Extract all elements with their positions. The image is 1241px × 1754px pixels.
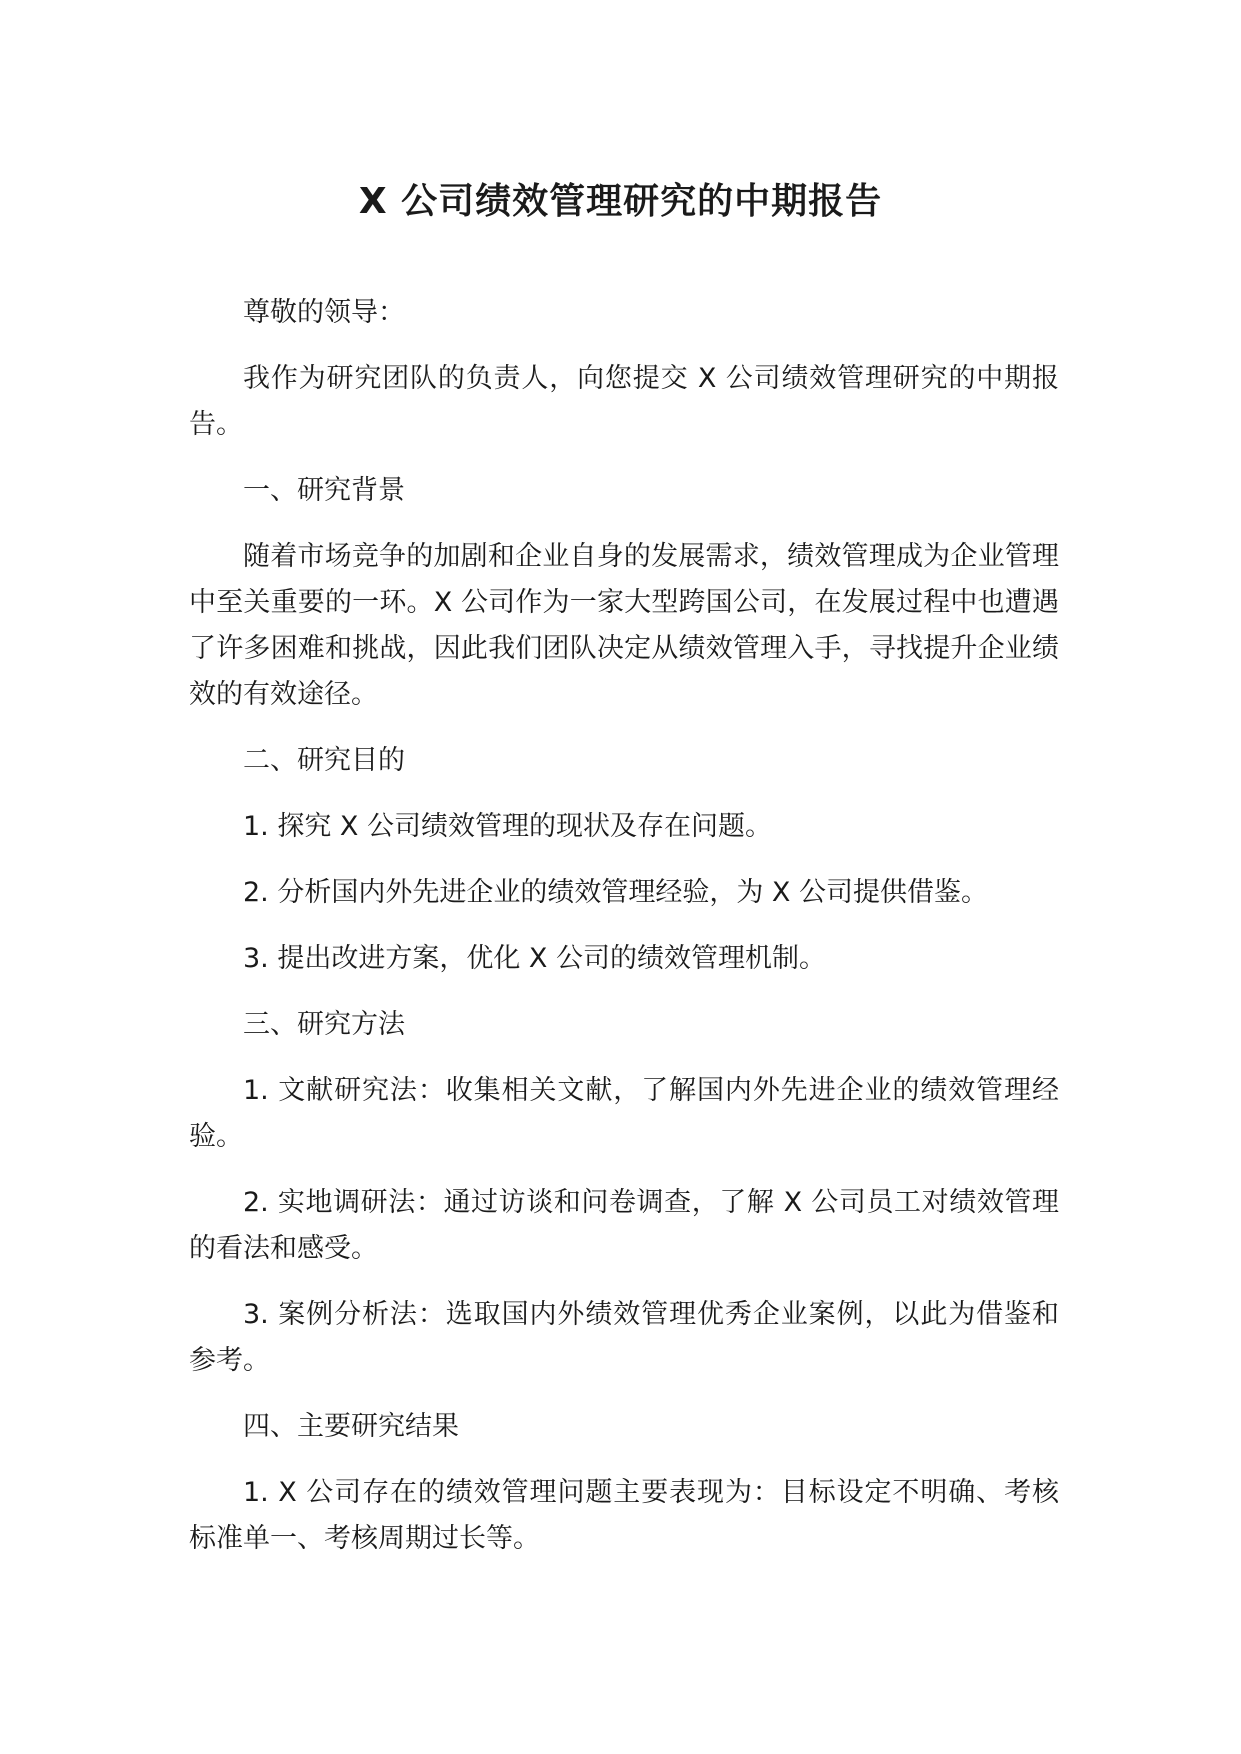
method-item-1: 1. 文献研究法：收集相关文献，了解国内外先进企业的绩效管理经验。: [189, 1075, 1059, 1152]
method-item-2: 2. 实地调研法：通过访谈和问卷调查，了解 X 公司员工对绩效管理的看法和感受。: [189, 1187, 1059, 1264]
section-heading-purpose: 二、研究目的: [243, 745, 405, 776]
salutation: 尊敬的领导：: [243, 297, 405, 328]
section-heading-background: 一、研究背景: [243, 475, 405, 506]
background-paragraph: 随着市场竞争的加剧和企业自身的发展需求，绩效管理成为企业管理中至关重要的一环。X 公司作为一家大型跨国公司，在发展过程中也遭遇了许多困难和挑战，因此我们团队决定从绩效管理入手，寻找提升企业绩效的有效途径。: [189, 541, 1059, 710]
result-item-1: 1. X 公司存在的绩效管理问题主要表现为：目标设定不明确、考核标准单一、考核周期过长等。: [189, 1477, 1059, 1554]
method-item-3: 3. 案例分析法：选取国内外绩效管理优秀企业案例，以此为借鉴和参考。: [189, 1299, 1059, 1376]
intro-paragraph: 我作为研究团队的负责人，向您提交 X 公司绩效管理研究的中期报告。: [189, 363, 1059, 440]
section-heading-results: 四、主要研究结果: [243, 1411, 459, 1442]
purpose-item-2: 2. 分析国内外先进企业的绩效管理经验，为 X 公司提供借鉴。: [243, 877, 989, 908]
purpose-item-3: 3. 提出改进方案，优化 X 公司的绩效管理机制。: [243, 943, 827, 974]
section-heading-methods: 三、研究方法: [243, 1009, 405, 1040]
purpose-item-1: 1. 探究 X 公司绩效管理的现状及存在问题。: [243, 811, 773, 842]
document-title: X 公司绩效管理研究的中期报告: [358, 181, 883, 222]
document-body: [189, 290, 1059, 1582]
